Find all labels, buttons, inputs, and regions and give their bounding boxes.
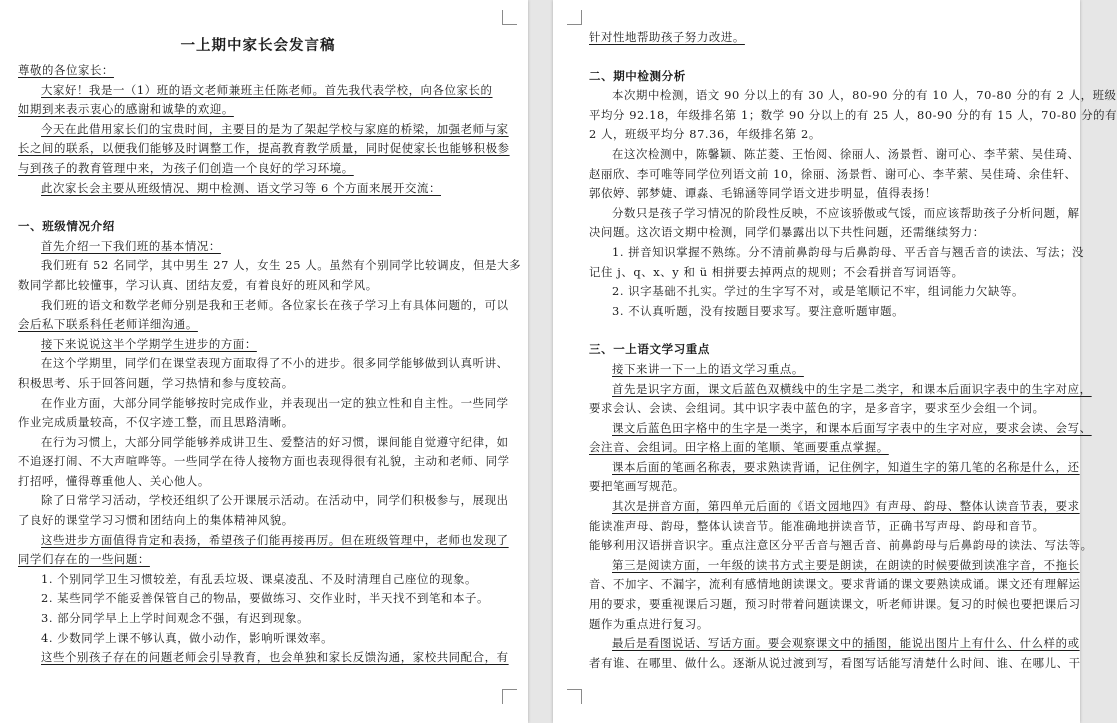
text-line bbox=[18, 648, 509, 668]
text-line-content: 要把笔画写规范。 bbox=[589, 479, 685, 494]
text-line-content: 2. 某些同学不能妥善保管自己的物品，要做练习、交作业时，半天找不到笔和本子。 bbox=[41, 591, 489, 606]
text-line-content: 音、不加字、不漏字，流利有感情地朗读课文。要求背诵的课文要熟读成诵。课文还有理解运 bbox=[589, 577, 1081, 592]
text-line-content: 1. 个别同学卫生习惯较差，有乱丢垃圾、课桌凌乱、不及时清理自己座位的现象。 bbox=[41, 571, 477, 586]
text-line-content: 会注音、会组词。田字格上面的笔顺、笔画要重点掌握。 bbox=[589, 440, 889, 455]
text-line-content: 4. 少数同学上课不够认真，做小动作，影响听课效率。 bbox=[41, 630, 334, 645]
text-line-content: 能读准声母、韵母，整体认读音节。能准确地拼读音节，正确书写声母、韵母和音节。 bbox=[589, 518, 1045, 533]
text-line-content: 3. 部分同学早上上学时间观念不强，有迟到现象。 bbox=[41, 611, 310, 626]
text-line bbox=[589, 497, 1080, 517]
text-line bbox=[18, 609, 498, 629]
text-line-content: 2 人，班级平均分 87.36，年级排名第 2。 bbox=[589, 127, 821, 142]
left-page-content bbox=[18, 0, 522, 668]
text-line-content: 三、一上语文学习重点 bbox=[589, 342, 710, 357]
text-line bbox=[589, 438, 1059, 458]
text-line-content: 用的要求，要重视课后习题，预习时带着问题读课文，听老师讲课。复习的时候也要把课后习 bbox=[589, 597, 1081, 612]
text-line-content: 其次是拼音方面，第四单元后面的《语文园地四》有声母、韵母、整体认读音节表，要求 bbox=[612, 499, 1080, 514]
section-heading bbox=[589, 67, 1059, 87]
page-corner-mark bbox=[502, 10, 517, 25]
text-line-content: 此次家长会主要从班级情况、期中检测、语文学习等 6 个方面来展开交流： bbox=[41, 180, 441, 195]
text-line-content: 积极思考、乐于回答问题，学习热情和参与度较高。 bbox=[18, 375, 294, 390]
text-line bbox=[589, 399, 1059, 419]
text-line bbox=[18, 413, 498, 433]
text-line-content: 1. 拼音知识掌握不熟练。分不清前鼻韵母与后鼻韵母、平舌音与翘舌音的读法、写法；没 bbox=[612, 244, 1084, 259]
text-line-content: 不追逐打闹、不大声喧哗等。一些同学在待人接物方面也表现得很有礼貌，主动和老师、同学 bbox=[18, 454, 510, 469]
text-line bbox=[589, 125, 1059, 145]
document-page-right bbox=[553, 0, 1117, 723]
text-line bbox=[18, 139, 510, 159]
text-line-content: 如期到来表示衷心的感谢和诚挚的欢迎。 bbox=[18, 102, 234, 117]
text-line-content: 针对性地帮助孩子努力改进。 bbox=[589, 30, 745, 44]
text-line bbox=[589, 556, 1080, 576]
text-line bbox=[589, 634, 1080, 654]
text-line bbox=[589, 145, 1080, 165]
text-line bbox=[589, 165, 1077, 185]
text-line bbox=[18, 491, 509, 511]
text-line bbox=[589, 654, 1081, 674]
text-line-content: 在行为习惯上，大部分同学能够养成讲卫生、爱整洁的好习惯，课间能自觉遵守纪律，如 bbox=[41, 434, 509, 449]
text-line-content: 能够利用汉语拼音识字。重点注意区分平舌音与翘舌音、前鼻韵母与后鼻韵母的读法、写法等。 bbox=[589, 538, 1093, 553]
text-line-content: 长之间的联系，以便我们能够及时调整工作，提高教育教学质量，同时促使家长也能够积极参 bbox=[18, 141, 510, 156]
text-line-content: 在作业方面，大部分同学能够按时完成作业，并表现出一定的独立性和自主性。一些同学 bbox=[41, 395, 509, 410]
section-heading bbox=[18, 217, 498, 237]
text-line bbox=[18, 452, 510, 472]
text-line bbox=[18, 589, 498, 609]
text-line-content: 要求会认、会读、会组词。其中识字表中蓝色的字，是多音字，要求至少会组一个词。 bbox=[589, 401, 1045, 416]
text-line-content: 课本后面的笔画名称表，要求熟读背诵，记住例字，知道生字的第几笔的名称是什么，还 bbox=[612, 459, 1080, 474]
text-line-content: 了良好的课堂学习习惯和团结向上的集体精神风貌。 bbox=[18, 513, 294, 528]
text-line-content: 在这次检测中，陈馨颖、陈芷菱、王怡阅、徐丽人、汤景哲、谢可心、李芊萦、吴佳琦、 bbox=[612, 146, 1080, 161]
text-line bbox=[18, 276, 498, 296]
text-line-content: 题作为重点进行复习。 bbox=[589, 616, 709, 631]
text-line bbox=[18, 511, 498, 531]
text-line-content: 者有谁、在哪里、做什么。逐渐从说过渡到写，看图写话能写清楚什么时间、谁、在哪儿、干 bbox=[589, 655, 1081, 670]
text-line bbox=[589, 184, 1059, 204]
text-line bbox=[589, 477, 1059, 497]
page-corner-mark bbox=[502, 689, 517, 704]
text-line-content: 在这个学期里，同学们在课堂表现方面取得了不小的进步。很多同学能够做到认真听讲、 bbox=[41, 356, 509, 371]
text-line-content: 尊敬的各位家长： bbox=[18, 63, 114, 77]
text-line bbox=[18, 335, 498, 355]
text-line-content: 会后私下联系科任老师详细沟通。 bbox=[18, 317, 198, 332]
text-line-content: 课文后蓝色田字格中的生字是一类字，和课本后面写字表中的生字对应，要求会读、会写、 bbox=[612, 420, 1092, 435]
text-line-content: 打招呼，懂得尊重他人、关心他人。 bbox=[18, 473, 210, 488]
text-line-content: 数同学都比较懂事，学习认真、团结友爱，有着良好的班风和学风。 bbox=[18, 277, 378, 292]
text-line-content: 我们班的语文和数学老师分别是我和王老师。各位家长在孩子学习上有具体问题的，可以 bbox=[41, 297, 509, 312]
text-line-content: 首先是识字方面，课文后蓝色双横线中的生字是二类字，和课本后面识字表中的生字对应， bbox=[612, 381, 1092, 396]
text-line-content: 一、班级情况介绍 bbox=[18, 219, 115, 234]
text-line bbox=[589, 263, 1059, 283]
text-line bbox=[18, 394, 509, 414]
text-line bbox=[589, 575, 1081, 595]
text-line bbox=[18, 179, 498, 199]
document-title: 一上期中家长会发言稿 bbox=[180, 37, 336, 54]
text-line bbox=[589, 419, 1092, 439]
text-line bbox=[18, 81, 498, 101]
text-line bbox=[18, 629, 498, 649]
text-line bbox=[18, 256, 522, 276]
text-line-content: 除了日常学习活动，学校还组织了公开课展示活动。在活动中，同学们积极参与，展现出 bbox=[41, 493, 509, 508]
text-line-content: 3. 不认真听题，没有按题目要求写。要注意听题审题。 bbox=[612, 303, 905, 318]
text-line bbox=[18, 296, 509, 316]
text-line-content: 本次期中检测，语文 90 分以上的有 30 人，80-90 分的有 10 人，70-80 分的有 2 人，班级 bbox=[612, 88, 1117, 103]
text-line bbox=[589, 360, 1059, 380]
text-line bbox=[589, 86, 1117, 106]
text-line bbox=[589, 302, 1059, 322]
text-line bbox=[18, 550, 498, 570]
text-line-content: 决问题。这次语文期中检测，同学们暴露出以下共性问题，还需继续努力： bbox=[589, 225, 985, 240]
text-line bbox=[589, 28, 1059, 48]
paragraph-gap bbox=[589, 321, 1059, 340]
text-line bbox=[18, 570, 498, 590]
text-line-content: 第三是阅读方面，一年级的读书方式主要是朗读，在朗读的时候要做到读准字音，不拖长 bbox=[612, 557, 1080, 572]
text-line bbox=[18, 354, 509, 374]
text-line-content: 二、期中检测分析 bbox=[589, 68, 686, 83]
text-line-content: 作业完成质量较高，不仅字迹工整，而且思路清晰。 bbox=[18, 415, 294, 430]
text-line bbox=[589, 243, 1084, 263]
text-line bbox=[18, 433, 509, 453]
paragraph-gap bbox=[589, 48, 1059, 67]
text-line bbox=[18, 159, 498, 179]
text-line bbox=[18, 61, 498, 81]
page-corner-mark bbox=[567, 689, 582, 704]
text-line bbox=[589, 595, 1081, 615]
paragraph-gap bbox=[18, 198, 498, 217]
text-line-content: 今天在此借用家长们的宝贵时间，主要目的是为了架起学校与家庭的桥梁，加强老师与家 bbox=[41, 121, 509, 136]
text-line bbox=[589, 204, 1080, 224]
text-line bbox=[18, 315, 498, 335]
page-corner-mark bbox=[567, 10, 582, 25]
text-line-content: 最后是看图说话、写话方面。要会观察课文中的插图，能说出图片上有什么、什么样的或 bbox=[612, 636, 1080, 651]
text-line bbox=[589, 223, 1059, 243]
text-line bbox=[589, 517, 1059, 537]
text-line-content: 首先介绍一下我们班的基本情况： bbox=[41, 238, 221, 253]
text-line bbox=[589, 536, 1093, 556]
text-line bbox=[18, 531, 509, 551]
text-line bbox=[18, 100, 498, 120]
text-line-content: 这些个别孩子存在的问题老师会引导教育，也会单独和家长反馈沟通，家校共同配合，有 bbox=[41, 650, 509, 665]
right-page-content bbox=[589, 0, 1117, 673]
text-line-content: 与到孩子的教育管理中来，为孩子们创造一个良好的学习环境。 bbox=[18, 160, 354, 175]
text-line-content: 2. 识字基础不扎实。学过的生字写不对，或是笔顺记不牢，组词能力欠缺等。 bbox=[612, 284, 1024, 299]
text-line bbox=[18, 120, 509, 140]
text-line-content: 平均分 92.18，年级排名第 1；数学 90 分以上的有 25 人，80-90 分的有 15 人，70-80 分的有 bbox=[589, 107, 1117, 122]
text-line bbox=[589, 615, 1059, 635]
text-line bbox=[589, 106, 1117, 126]
text-line-content: 接下来说说这半个学期学生进步的方面： bbox=[41, 336, 257, 351]
text-line bbox=[18, 237, 498, 257]
text-line-content: 赵丽欣、李可唯等同学位列语文前 10，徐丽、汤景哲、谢可心、李芊萦、吴佳琦、余佳轩、 bbox=[589, 166, 1077, 181]
text-line bbox=[589, 282, 1059, 302]
section-heading bbox=[589, 340, 1059, 360]
text-line bbox=[589, 458, 1080, 478]
text-line-content: 记住 j、q、x、y 和 ü 相拼要去掉两点的规则；不会看拼音写词语等。 bbox=[589, 264, 964, 279]
text-line-content: 大家好！我是一（1）班的语文老师兼班主任陈老师。首先我代表学校，向各位家长的 bbox=[41, 82, 493, 97]
text-line bbox=[18, 374, 498, 394]
text-line-content: 接下来讲一下一上的语文学习重点。 bbox=[612, 361, 804, 376]
text-line-content: 分数只是孩子学习情况的阶段性反映，不应该骄傲或气馁，而应该帮助孩子分析问题，解 bbox=[612, 205, 1080, 220]
text-line bbox=[589, 380, 1092, 400]
text-line-content: 这些进步方面值得肯定和表扬，希望孩子们能再接再厉。但在班级管理中，老师也发现了 bbox=[41, 532, 509, 547]
text-line-content: 郭依婷、郭梦婕、谭淼、毛锦涵等同学语文进步明显，值得表扬！ bbox=[589, 186, 937, 201]
text-line-content: 同学们存在的一些问题： bbox=[18, 552, 150, 567]
top-margin bbox=[589, 0, 1059, 28]
document-page-left bbox=[0, 0, 528, 723]
text-line bbox=[18, 472, 498, 492]
text-line-content: 我们班有 52 名同学，其中男生 27 人，女生 25 人。虽然有个别同学比较调皮，但是大多 bbox=[41, 258, 522, 273]
